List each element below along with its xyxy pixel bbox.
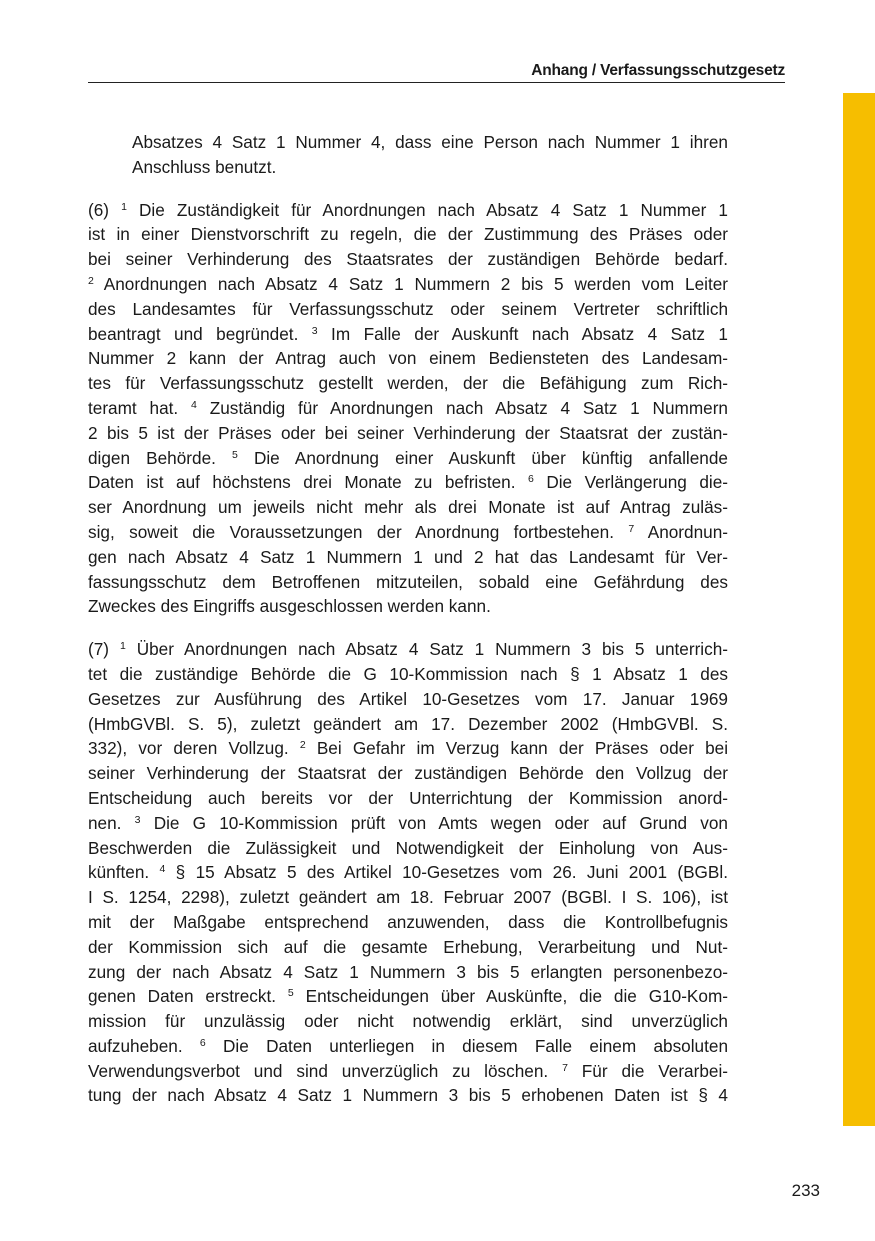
text-line: (7) $^1$ Über Anordnungen nach Absatz 4 Satz 1 Nummern 3 bis 5 unterrich- bbox=[88, 639, 728, 660]
text-line: des Landesamtes für Verfassungsschutz oder seinem Vertreter schriftlich bbox=[88, 298, 728, 319]
text-line: gen nach Absatz 4 Satz 1 Nummern 1 und 2 hat das Landesamt für Ver- bbox=[88, 546, 728, 567]
page-body bbox=[88, 130, 728, 1126]
text-line: (6) $^1$ Die Zuständigkeit für Anordnungen nach Absatz 4 Satz 1 Nummer 1 bbox=[88, 199, 728, 220]
chapter-tab-marker bbox=[843, 93, 875, 1126]
text-line: $^2$ Anordnungen nach Absatz 4 Satz 1 Nummern 2 bis 5 werden vom Leiter bbox=[88, 273, 728, 294]
text-line: seiner Verhinderung der Staatsrat der zuständigen Behörde den Vollzug der bbox=[88, 763, 728, 784]
continuation-text bbox=[88, 130, 728, 180]
text-line: ist in einer Dienstvorschrift zu regeln, die der Zustimmung des Präses oder bbox=[88, 224, 728, 245]
text-line: Beschwerden die Zulässigkeit und Notwendigkeit der Einholung von Aus- bbox=[88, 837, 728, 858]
text-line: 332), vor deren Vollzug. $^2$ Bei Gefahr im Verzug kann der Präses oder bei bbox=[88, 738, 729, 759]
text-line: aufzuheben. $^6$ Die Daten unterliegen in diesem Falle einem absoluten bbox=[88, 1035, 729, 1056]
text-line: digen Behörde. $^5$ Die Anordnung einer Auskunft über künftig anfallende bbox=[88, 447, 728, 468]
page-number: 233 bbox=[791, 1181, 820, 1200]
text-line: beantragt und begründet. $^3$ Im Falle der Auskunft nach Absatz 4 Satz 1 bbox=[88, 323, 728, 344]
text-line: tet die zuständige Behörde die G 10-Kommission nach § 1 Absatz 1 des bbox=[88, 663, 728, 684]
text-line: Daten ist auf höchstens drei Monate zu befristen. $^6$ Die Verlängerung die- bbox=[88, 472, 728, 493]
text-line: Absatzes 4 Satz 1 Nummer 4, dass eine Person nach Nummer 1 ihren bbox=[132, 132, 728, 152]
text-line: mit der Maßgabe entsprechend anzuwenden, dass die Kontrollbefugnis bbox=[88, 911, 728, 932]
text-line: Gesetzes zur Ausführung des Artikel 10-Gesetzes vom 17. Januar 1969 bbox=[88, 688, 728, 709]
text-line: künften. $^4$ § 15 Absatz 5 des Artikel 10-Gesetzes vom 26. Juni 2001 (BGBl. bbox=[88, 862, 728, 883]
text-line: I S. 1254, 2298), zuletzt geändert am 18. Februar 2007 (BGBl. I S. 106), ist bbox=[88, 887, 728, 908]
text-line: tung der nach Absatz 4 Satz 1 Nummern 3 bis 5 erhobenen Daten ist § 4 bbox=[88, 1085, 728, 1106]
text-line: tes für Verfassungsschutz gestellt werden, der die Befähigung zum Rich- bbox=[88, 373, 728, 394]
paragraph-6 bbox=[88, 198, 728, 620]
text-line: bei seiner Verhinderung des Staatsrates der zuständigen Behörde bedarf. bbox=[88, 249, 728, 270]
text-line: Zweckes des Eingriffs ausgeschlossen werden kann. bbox=[88, 596, 491, 617]
text-line: (HmbGVBl. S. 5), zuletzt geändert am 17. Dezember 2002 (HmbGVBl. S. bbox=[88, 713, 728, 734]
text-line: Nummer 2 kann der Antrag auch von einem Bediensteten des Landesam- bbox=[88, 348, 728, 369]
text-line: Anschluss benutzt. bbox=[132, 156, 277, 177]
text-line: genen Daten erstreckt. $^5$ Entscheidungen über Auskünfte, die die G10-Kom- bbox=[88, 986, 728, 1007]
text-line: sig, soweit die Voraussetzungen der Anordnung fortbestehen. $^7$ Anordnun- bbox=[88, 521, 728, 542]
running-header: Anhang / Verfassungsschutzgesetz bbox=[531, 62, 785, 79]
text-line: zung der nach Absatz 4 Satz 1 Nummern 3 bis 5 erlangten personenbezo- bbox=[88, 961, 728, 982]
header-rule bbox=[88, 82, 785, 83]
text-line: Verwendungsverbot und sind unverzüglich zu löschen. $^7$ Für die Verarbei- bbox=[88, 1060, 728, 1081]
text-line: teramt hat. $^4$ Zuständig für Anordnungen nach Absatz 4 Satz 1 Nummern bbox=[88, 397, 728, 418]
text-line: 2 bis 5 ist der Präses oder bei seiner Verhinderung der Staatsrat der zustän- bbox=[88, 422, 728, 443]
text-line: der Kommission sich auf die gesamte Erhebung, Verarbeitung und Nut- bbox=[88, 936, 728, 957]
paragraph-7 bbox=[88, 637, 728, 1108]
text-line: fassungsschutz dem Betroffenen mitzuteilen, sobald eine Gefährdung des bbox=[88, 571, 728, 592]
text-line: mission für unzulässig oder nicht notwendig erklärt, sind unverzüglich bbox=[88, 1011, 728, 1032]
text-line: Entscheidung auch bereits vor der Unterrichtung der Kommission anord- bbox=[88, 787, 728, 808]
text-line: ser Anordnung um jeweils nicht mehr als drei Monate ist auf Antrag zuläs- bbox=[88, 497, 728, 518]
text-line: nen. $^3$ Die G 10-Kommission prüft von Amts wegen oder auf Grund von bbox=[88, 812, 728, 833]
